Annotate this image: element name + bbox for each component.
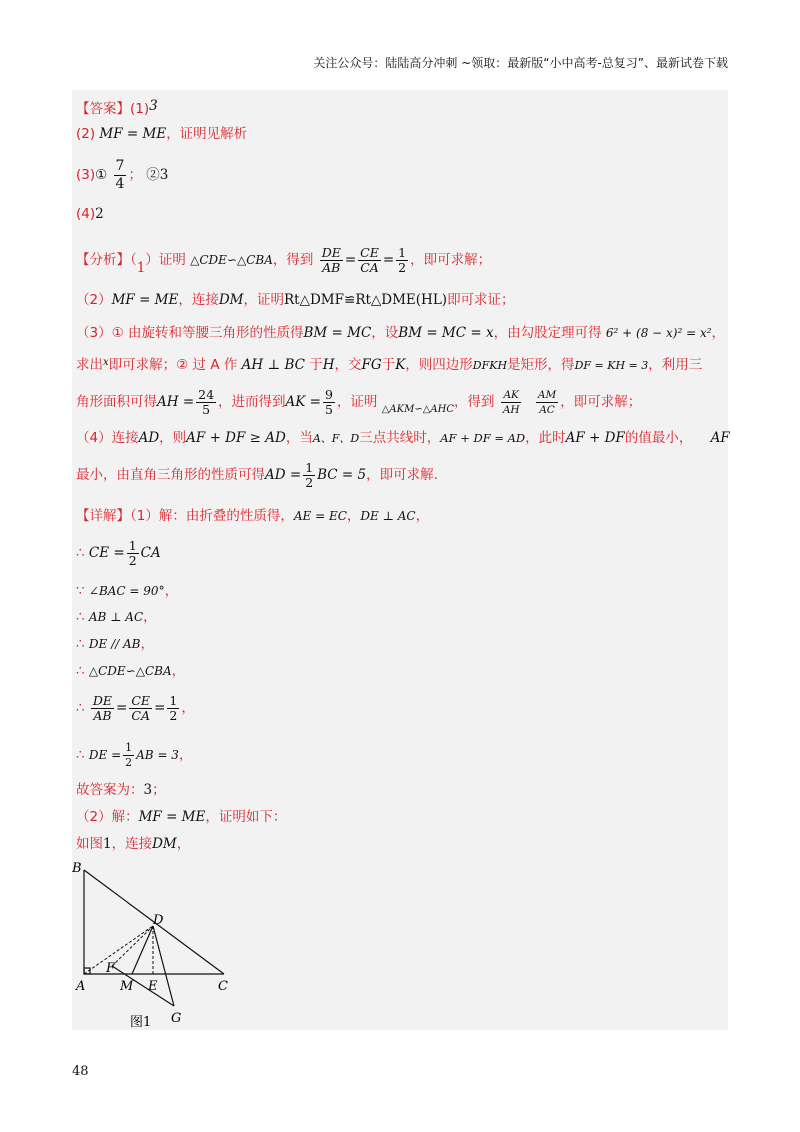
geometry-figure-1 bbox=[72, 858, 252, 1030]
label-B: B bbox=[72, 861, 82, 876]
figure-caption: 图1 bbox=[130, 1015, 152, 1030]
label-M: M bbox=[120, 979, 134, 994]
page-header: 关注公众号：陆陆高分冲刺 ~领取：最新版“小中高考-总复习”、最新试卷下载 bbox=[313, 56, 728, 70]
analysis-line-3: （3）① 由旋转和等腰三角形的性质得BM = MC，设BM = MC = x，由勾股定理可得 6² + (8 − x)² = x²， bbox=[76, 325, 726, 341]
segment-FD-dashed bbox=[112, 926, 153, 966]
detail-line-2: ∴ CE = $\frac{1}{2}$ CA bbox=[76, 538, 161, 568]
detail-line-10: （2）解：MF = ME，证明如下： bbox=[76, 809, 287, 825]
detail-line-5: ∴ DE // AB， bbox=[76, 636, 154, 652]
label-E: E bbox=[148, 979, 158, 994]
answer-line-3: (3)① $\frac{7}{4}$ ； ②3 bbox=[76, 158, 169, 192]
analysis-line-6: （4）连接AD，则AF + DF ≥ AD，当A、F、D三点共线时，AF + DF = AD，此时AF + DF的值最小， AF bbox=[76, 430, 730, 446]
label-A: A bbox=[76, 979, 86, 994]
detail-line-1: 【详解】（1）解：由折叠的性质得，AE = EC，DE ⊥ AC， bbox=[76, 508, 430, 524]
page-number: 48 bbox=[72, 1064, 89, 1079]
analysis-tag: 【分析】 bbox=[76, 252, 130, 268]
detail-tag: 【详解】 bbox=[76, 508, 130, 524]
detail-line-8: ∴ DE = $\frac{1}{2}$ AB = 3， bbox=[76, 741, 193, 769]
label-D: D bbox=[153, 913, 164, 928]
analysis-line-7: 最小，由直角三角形的性质可得AD = $\frac{1}{2}$ BC = 5，即可求解. bbox=[76, 460, 438, 490]
label-F: F bbox=[106, 961, 116, 976]
detail-line-4: ∴ AB ⊥ AC， bbox=[76, 609, 157, 625]
answer-line-4: (4)2 bbox=[76, 206, 104, 222]
answer-line-2: (2) MF = ME，证明见解析 bbox=[76, 126, 248, 142]
detail-line-7: ∴ $\frac{DE}{AB}$ = $\frac{CE}{CA}$ = $\frac{1}{2}$ ， bbox=[76, 693, 195, 723]
answer-tag: 【答案】 bbox=[76, 101, 130, 117]
label-G: G bbox=[171, 1011, 182, 1026]
label-C: C bbox=[218, 979, 228, 994]
detail-line-3: ∵ ∠BAC = 90°， bbox=[76, 583, 179, 599]
detail-line-9: 故答案为：3； bbox=[76, 782, 166, 798]
answer-line-1: 【答案】(1)3 bbox=[76, 98, 158, 117]
analysis-line-1: 【分析】（1）证明 △CDE∽△CBA，得到 $\frac{DE}{AB}$ = $\frac{CE}{CA}$ = $\frac{1}{2}$ ，即可求解； bbox=[76, 245, 492, 276]
analysis-line-5: 角形面积可得AH = $\frac{24}{5}$ ，进而得到AK = $\frac{9}{5}$ ，证明 $_{\triangle AKM∽\triangle AHC}$，得到 $\frac{AK}{AH}$ $\frac{AM}{AC}$ ，即可求解； bbox=[76, 387, 642, 417]
analysis-line-2: （2）MF = ME，连接DM，证明Rt△DMF≌Rt△DME(HL)即可求证； bbox=[76, 292, 515, 308]
analysis-line-4: 求出$^x$即可求解；② 过 A 作 AH ⊥ BC 于H，交FG于K，则四边形DFKH是矩形，得DF = KH = 3，利用三 bbox=[76, 357, 703, 373]
detail-line-11: 如图1，连接DM， bbox=[76, 836, 191, 852]
detail-line-6: ∴ △CDE∽△CBA， bbox=[76, 663, 186, 679]
